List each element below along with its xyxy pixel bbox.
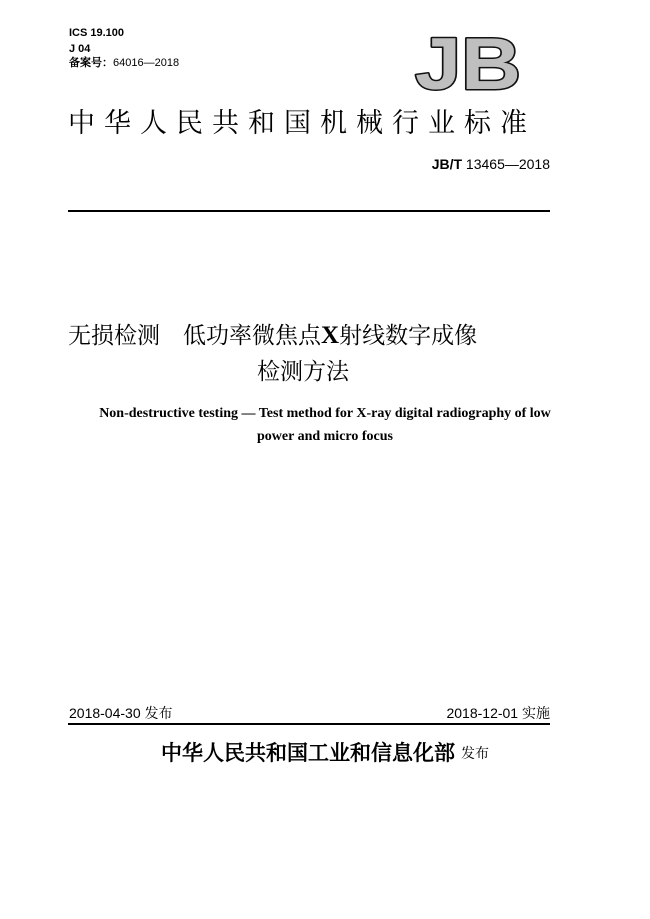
title-cn-line1-a: 无损检测 低功率微焦点 <box>68 322 321 348</box>
implementation-date: 2018-12-01 实施 <box>446 705 550 721</box>
jb-logo <box>414 30 524 92</box>
record-value: 64016—2018 <box>113 57 180 69</box>
standard-number <box>380 156 550 172</box>
jb-logo-text: JB <box>415 30 521 92</box>
standard-code: 13465—2018 <box>465 156 550 172</box>
top-divider <box>68 210 550 212</box>
issue-date: 2018-04-30 发布 <box>69 705 173 721</box>
publisher-suffix: 发布 <box>461 745 489 761</box>
title-cn-line2 <box>0 356 650 386</box>
record-label: 备案号： <box>69 57 113 69</box>
title-cn-line2-text: 检测方法 <box>257 358 349 384</box>
title-en-line2: power and micro focus <box>257 429 393 444</box>
record-number <box>69 57 179 70</box>
title-en-line1: Non-destructive testing — Test method for X-ray digital radiography of low <box>99 406 551 421</box>
title-cn-line1 <box>68 320 550 351</box>
title-cn-line1-b: 射线数字成像 <box>339 322 478 348</box>
publisher <box>0 740 650 769</box>
org-title: 中华人民共和国机械行业标准 <box>68 108 536 138</box>
title-cn-x: X <box>321 322 340 349</box>
ics-code: ICS 19.100 <box>69 27 125 39</box>
bottom-divider <box>68 723 550 725</box>
standard-prefix: JB/T <box>431 156 463 172</box>
ccs-code: J 04 <box>69 43 91 55</box>
publisher-name: 中华人民共和国工业和信息化部 <box>161 742 455 765</box>
